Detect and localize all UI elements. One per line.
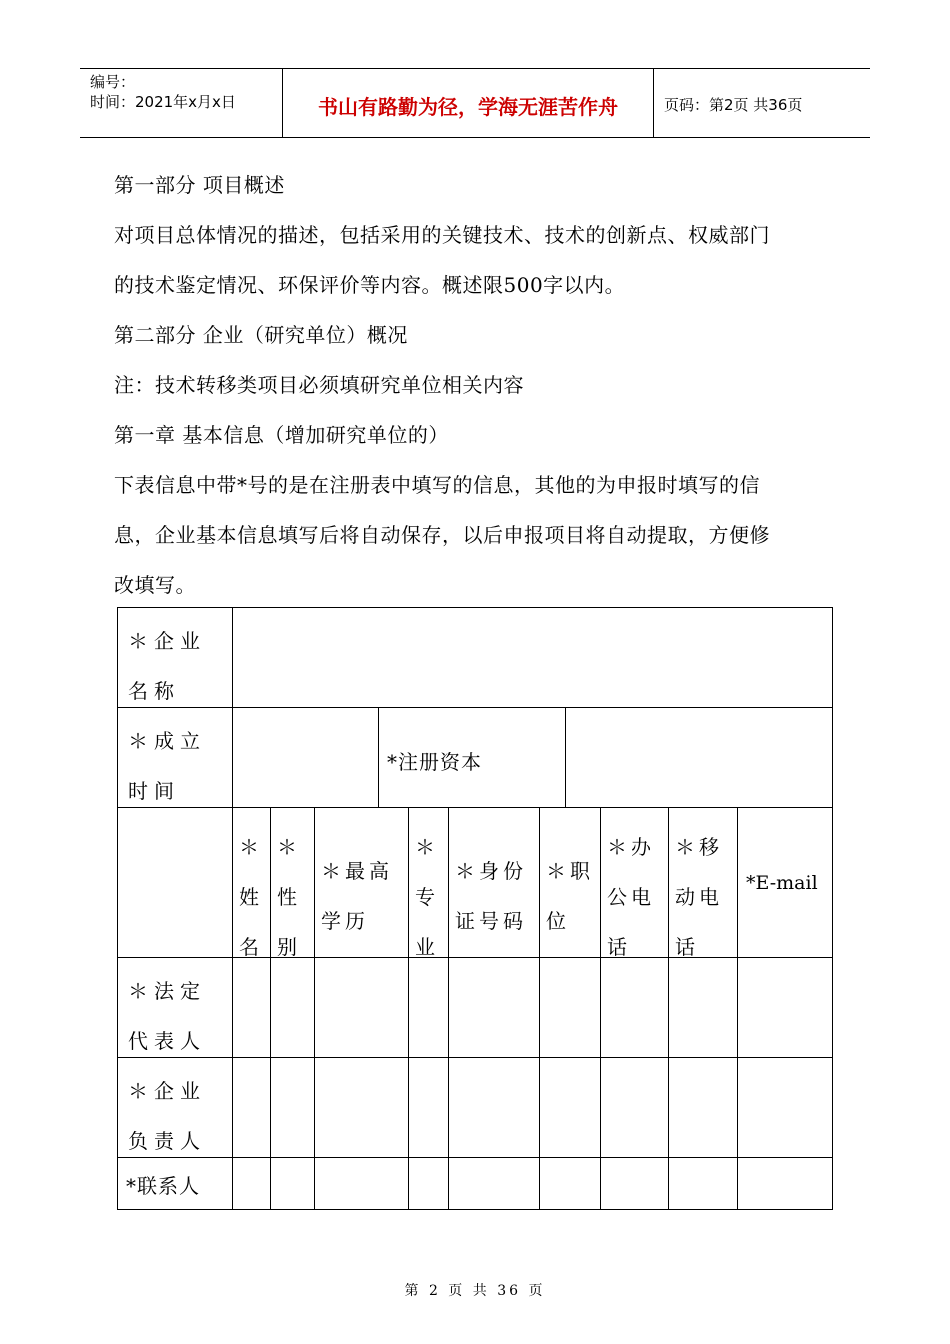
table-cell[interactable] [232, 1057, 271, 1158]
company-name-label: ＊企业名称 [128, 629, 206, 703]
company-name-value[interactable] [232, 607, 833, 708]
table-cell[interactable] [539, 1157, 601, 1210]
motto: 书山有路勤为径，学海无涯苦作舟 [318, 95, 618, 119]
header-page-cell [654, 69, 870, 137]
part1-title: 第一部分 项目概述 [114, 173, 285, 197]
table-cell[interactable] [600, 1157, 669, 1210]
page-footer: 第 2 页 共 36 页 [404, 1283, 546, 1299]
registered-capital-value[interactable] [565, 707, 833, 808]
table-cell[interactable] [232, 957, 271, 1058]
table-cell[interactable] [737, 1057, 833, 1158]
chapter1-title: 第一章 基本信息（增加研究单位的） [114, 423, 449, 447]
body-text [114, 160, 844, 610]
col-gender-header [270, 807, 315, 958]
note: 注：技术转移类项目必须填研究单位相关内容 [114, 373, 524, 397]
page-info: 页码：第2页 共36页 [664, 96, 803, 114]
table-cell[interactable] [668, 1057, 738, 1158]
table-cell[interactable] [314, 1157, 409, 1210]
table-cell[interactable] [408, 1057, 449, 1158]
serial-label: 编号： [90, 73, 136, 91]
table-cell[interactable] [448, 1157, 540, 1210]
row-contact-label: *联系人 [126, 1174, 200, 1198]
col-mobile-header [668, 807, 738, 958]
table-cell[interactable] [737, 1157, 833, 1210]
col-major-label: ＊专业 [415, 835, 439, 959]
row-legal-rep-label-cell [117, 957, 233, 1058]
table-cell[interactable] [539, 1057, 601, 1158]
basic-info-table [117, 607, 833, 1210]
table-cell[interactable] [408, 1157, 449, 1210]
header-motto-cell [283, 69, 654, 137]
col-education-header [314, 807, 409, 958]
table-cell[interactable] [600, 957, 669, 1058]
header-info-cell [80, 69, 283, 137]
intro-line2: 息，企业基本信息填写后将自动保存，以后申报项目将自动提取，方便修 [114, 523, 770, 547]
col-id-label: ＊身份证号码 [455, 859, 527, 933]
col-education-label: ＊最高学历 [321, 859, 393, 933]
header-blank-cell [117, 807, 233, 958]
part1-desc-line2: 的技术鉴定情况、环保评价等内容。概述限500字以内。 [114, 273, 626, 297]
col-id-header [448, 807, 540, 958]
col-name-header [232, 807, 271, 958]
col-position-label: ＊职位 [546, 859, 594, 933]
established-label: ＊成立时间 [128, 729, 206, 803]
part2-title: 第二部分 企业（研究单位）概况 [114, 323, 408, 347]
table-cell[interactable] [448, 1057, 540, 1158]
table-cell[interactable] [600, 1057, 669, 1158]
time-label: 时间：2021年x月x日 [90, 93, 236, 111]
registered-capital-label: *注册资本 [387, 750, 482, 774]
page-header [80, 68, 870, 138]
table-cell[interactable] [539, 957, 601, 1058]
col-email-label: *E-mail [746, 872, 818, 894]
col-name-label: ＊姓名 [239, 835, 263, 959]
col-position-header [539, 807, 601, 958]
part1-desc-line1: 对项目总体情况的描述，包括采用的关键技术、技术的创新点、权威部门 [114, 223, 770, 247]
table-cell[interactable] [448, 957, 540, 1058]
col-gender-label: ＊性别 [277, 835, 301, 959]
row-head-label-cell [117, 1057, 233, 1158]
company-name-label-cell [117, 607, 233, 708]
col-office-phone-header [600, 807, 669, 958]
table-cell[interactable] [668, 1157, 738, 1210]
established-value[interactable] [232, 707, 379, 808]
row-contact-label-cell [117, 1157, 233, 1210]
table-cell[interactable] [270, 1057, 315, 1158]
intro-line3: 改填写。 [114, 573, 196, 597]
table-cell[interactable] [314, 1057, 409, 1158]
table-cell[interactable] [408, 957, 449, 1058]
col-email-header [737, 807, 833, 958]
row-legal-rep-label: ＊法定代表人 [128, 979, 206, 1053]
registered-capital-label-cell [378, 707, 566, 808]
intro-line1: 下表信息中带*号的是在注册表中填写的信息，其他的为申报时填写的信 [114, 473, 760, 497]
row-head-label: ＊企业负责人 [128, 1079, 206, 1153]
table-cell[interactable] [270, 957, 315, 1058]
table-cell[interactable] [668, 957, 738, 1058]
col-mobile-label: ＊移动电话 [675, 835, 723, 959]
col-office-phone-label: ＊办公电话 [607, 835, 655, 959]
col-major-header [408, 807, 449, 958]
table-cell[interactable] [232, 1157, 271, 1210]
table-cell[interactable] [737, 957, 833, 1058]
table-cell[interactable] [270, 1157, 315, 1210]
established-label-cell [117, 707, 233, 808]
table-cell[interactable] [314, 957, 409, 1058]
